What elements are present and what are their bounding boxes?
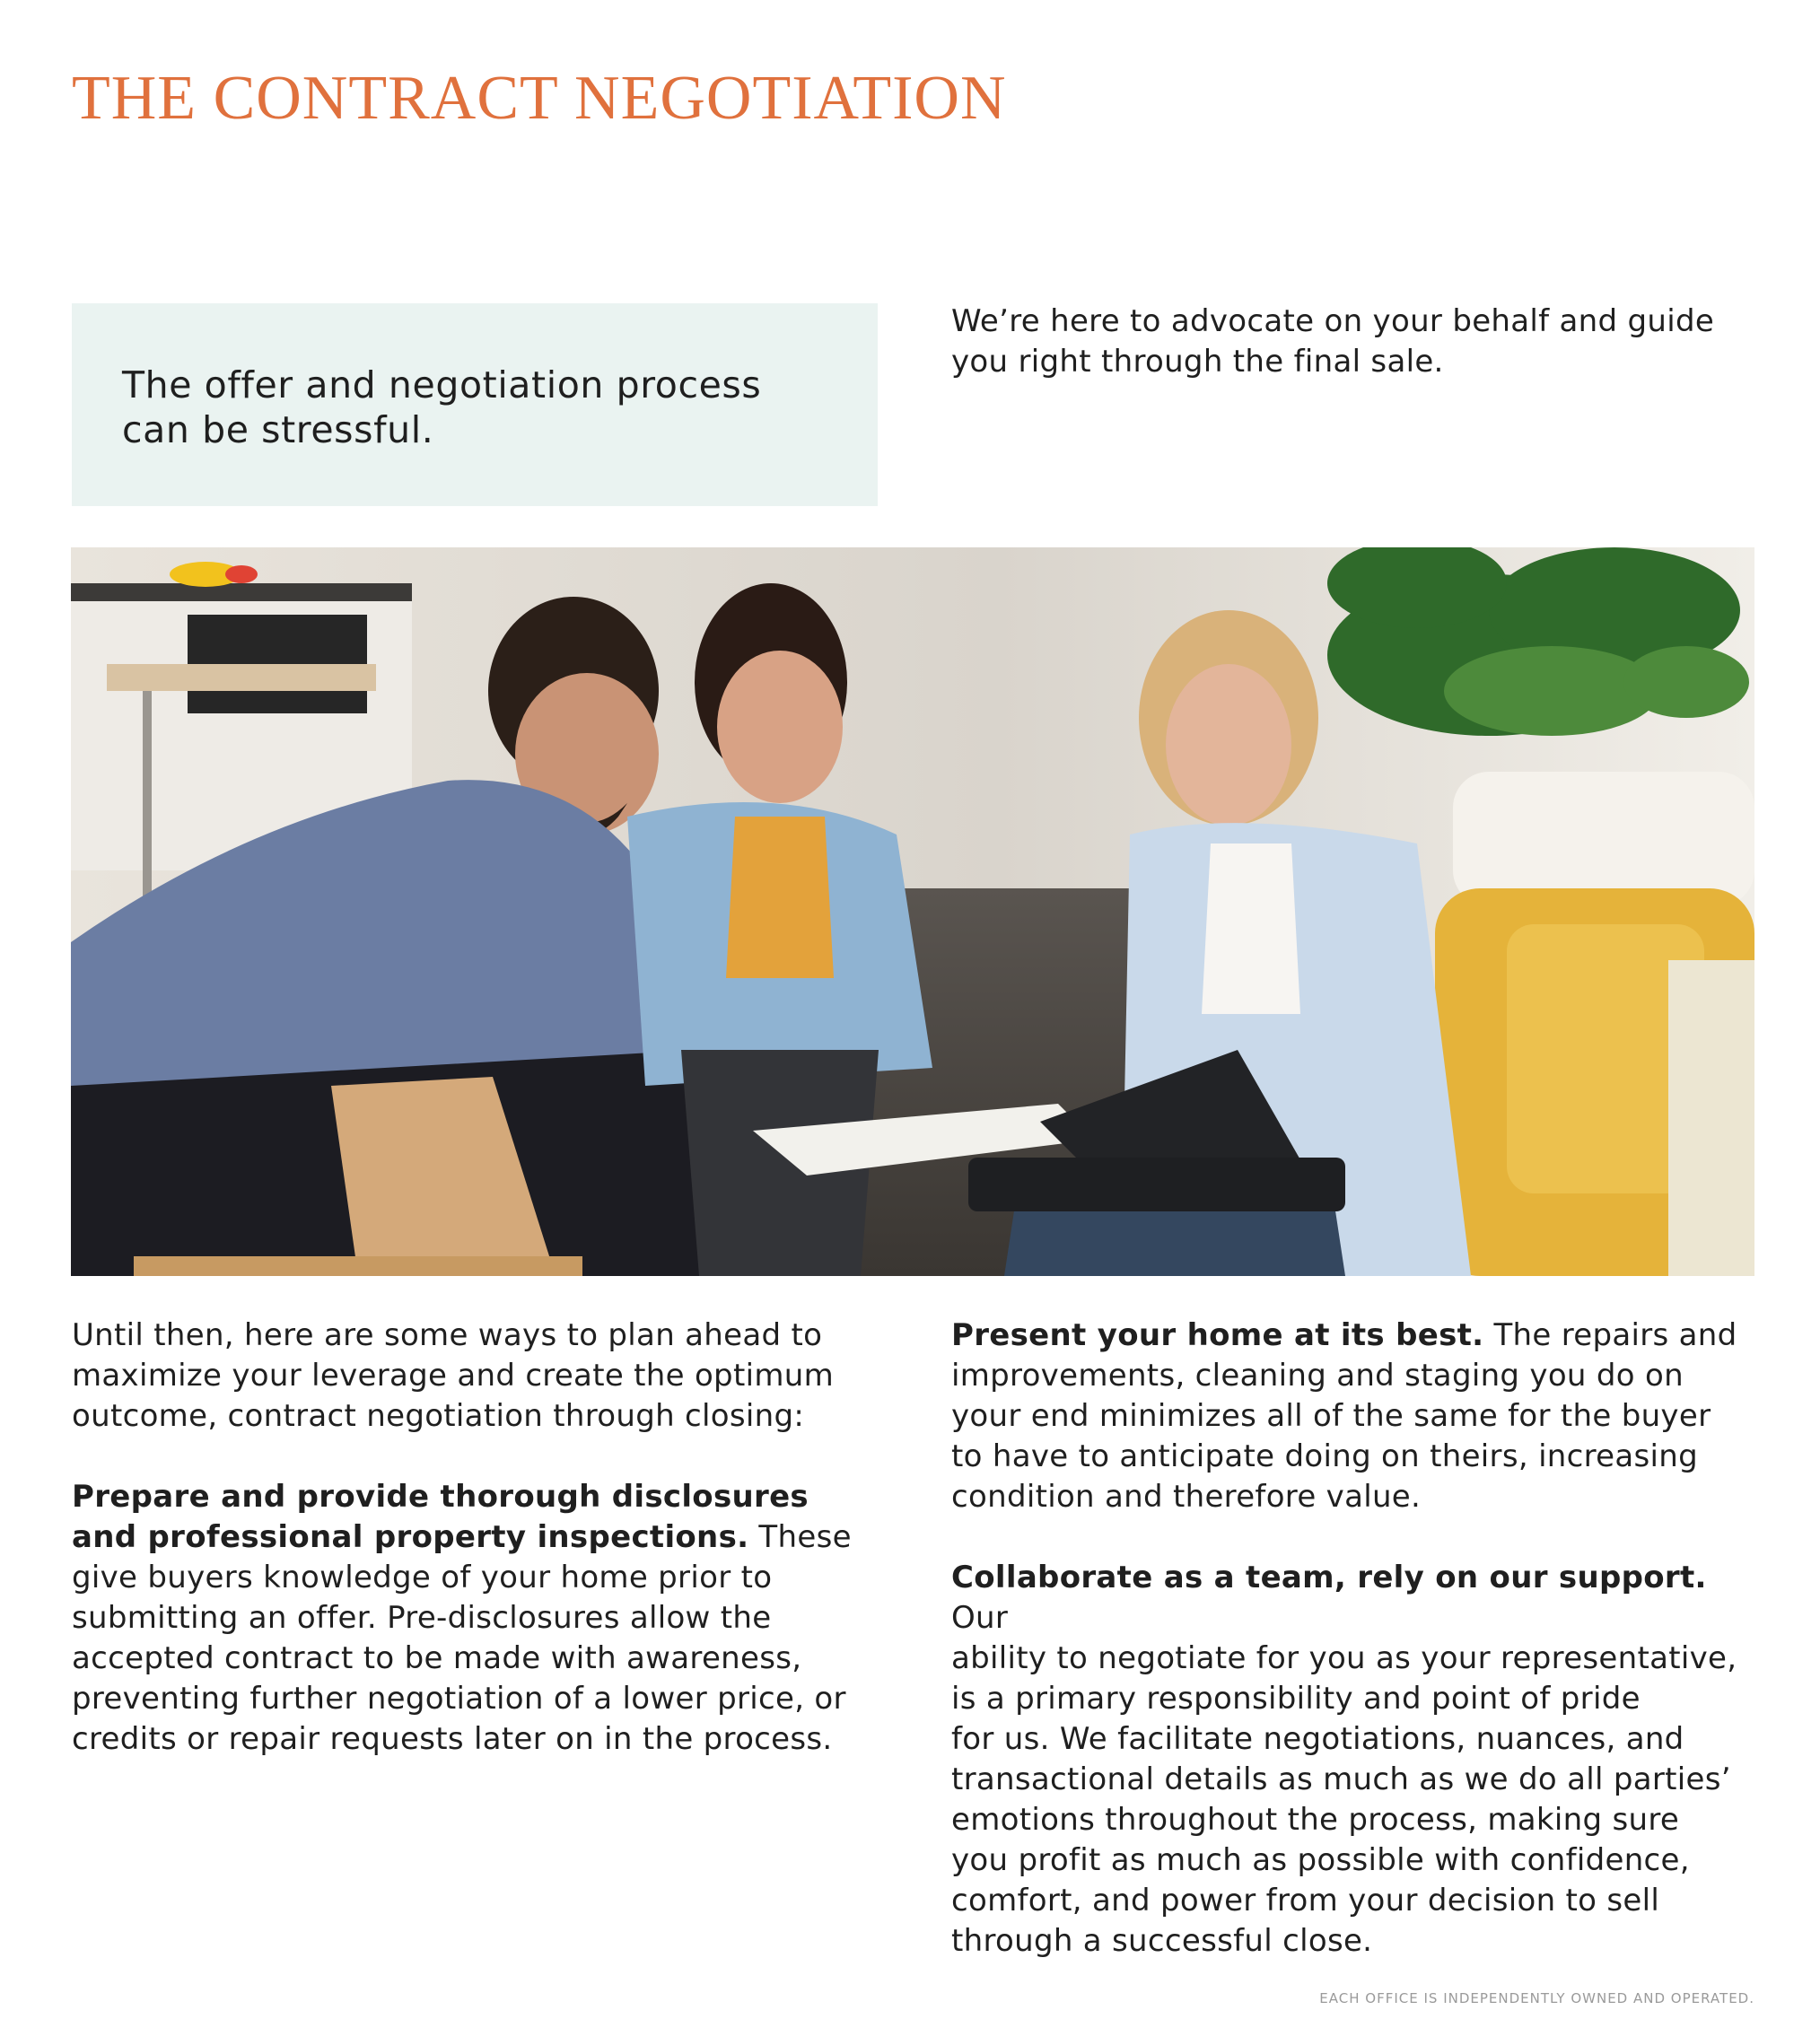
present-home-tip-heading: Present your home at its best. [951,1317,1484,1353]
present-home-tip-paragraph [951,1315,1759,1517]
footer-disclaimer: EACH OFFICE IS INDEPENDENTLY OWNED AND OPERATED. [1319,1990,1754,2006]
callout-box [72,303,878,506]
left-intro-paragraph: Until then, here are some ways to plan ahead to maximize your leverage and create the optimum outcome, contract negotiation through closing: [72,1317,835,1434]
callout-text: The offer and negotiation process can be stressful. [122,363,762,451]
intro-text: We’re here to advocate on your behalf and guide you right through the final sale. [951,303,1715,380]
present-home-tip-body: The repairs and improvements, cleaning and staging you do on your end minimizes all of the same for the buyer to have to anticipate doing on theirs, increasing condition and therefore value. [951,1317,1737,1515]
couple-with-agent-photo [71,547,1754,1276]
disclosures-tip-heading: Prepare and provide thorough disclosures and professional property inspections. [72,1479,809,1555]
disclosures-tip-paragraph [72,1477,906,1760]
collaborate-tip-heading: Collaborate as a team, rely on our support. [951,1560,1707,1595]
collaborate-tip-paragraph [951,1558,1759,1962]
photo-illustration [71,547,1754,1276]
right-column [951,1315,1759,2002]
disclosures-tip-body: These give buyers knowledge of your home prior to submitting an offer. Pre-disclosures allow the accepted contract to be made with awareness, preventing further negotiation of a lower price, or credits or repair requests later on in the process. [72,1519,852,1757]
collaborate-tip-body: Our ability to negotiate for you as your representative, is a primary responsibility and point of pride for us. We facilitate negotiations, nuances, and transactional details as much as we do all parties’ emotions throughout the process, making sure you profit as much as possible with confidence, comfort, and power from your decision to sell through a successful close. [951,1600,1737,1959]
left-column [72,1315,906,1800]
page-title: THE CONTRACT NEGOTIATION [72,64,1007,133]
